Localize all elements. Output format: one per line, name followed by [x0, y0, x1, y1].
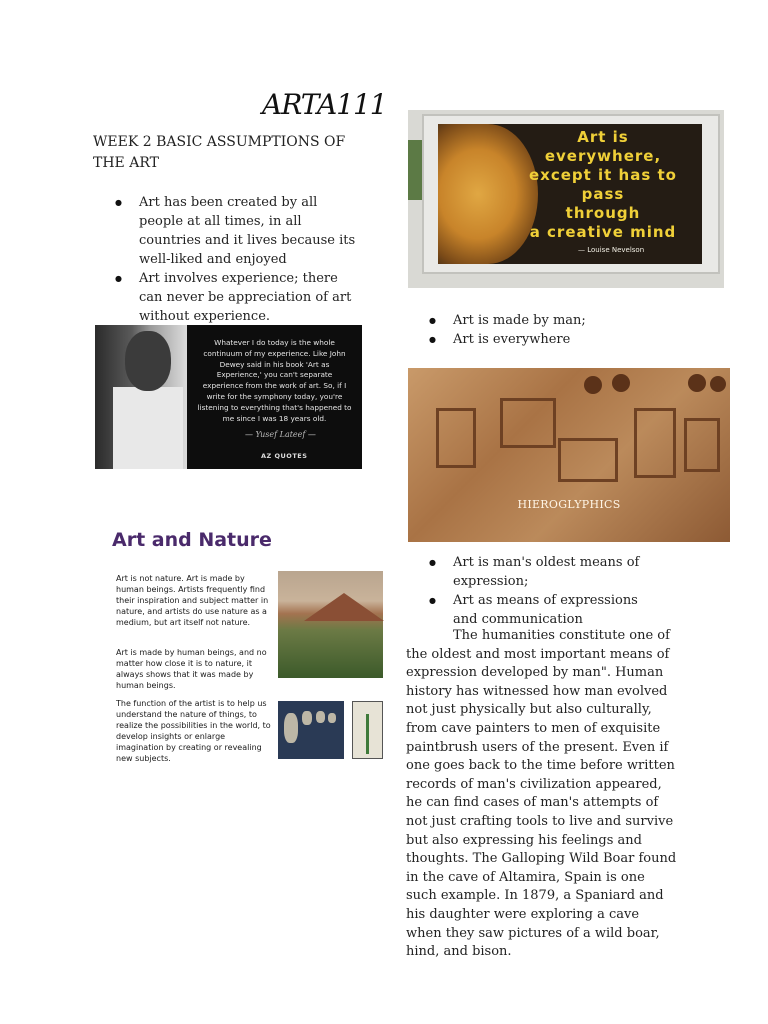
quote-image: [95, 325, 362, 469]
left-bullet-list: [115, 193, 365, 326]
slide-paragraph: The function of the artist is to help us understand the nature of things, to realize the possibilities in the world, to develop insights or enlarge imagination by creating or revealing new subjects.: [116, 699, 271, 763]
portrait-shirt: [113, 387, 183, 469]
stone-tool: [284, 713, 298, 743]
glyph-mark: [436, 408, 476, 468]
slide-heading: Art and Nature: [112, 529, 272, 551]
glyph-dot: [688, 374, 706, 392]
sign-line: everywhere,: [544, 147, 662, 165]
glyph-mark: [500, 398, 556, 448]
art-is-everywhere-image: [408, 110, 724, 288]
glyph-dot: [710, 376, 726, 392]
list-item: ● Art has been created by all people at all times, in all countries and it lives because its well-liked and enjoyed: [115, 193, 365, 269]
slide-paragraph: Art is made by human beings, and no matter how close it is to nature, it always shows that it was made by human beings.: [116, 648, 267, 690]
glyph-dot: [612, 374, 630, 392]
slide-paragraph: Art is not nature. Art is made by human beings. Artists frequently find their inspiration and subject matter in nature, and artists do use nature as a medium, but art itself not nature.: [116, 574, 269, 627]
list-item: ● Art is made by man;: [429, 311, 629, 330]
volcano-landscape-painting: [278, 571, 383, 678]
sign-line: a creative mind: [529, 223, 677, 241]
sign-signature: — Louise Nevelson: [578, 246, 645, 254]
quote-text: Whatever I do today is the whole continuum of my experience. Like John Dewey said in his book 'Art as Experience,' you can't separate experience from the work of art. So, if I write for the symphony today, you're listening to everything that's happened to me since I was 18 years old.: [197, 338, 352, 423]
plant-specimen-photo: [352, 701, 383, 759]
list-item: ● Art is everywhere: [429, 330, 629, 349]
sign-line: pass: [581, 185, 625, 203]
glyph-dot: [584, 376, 602, 394]
document-title: ARTA111: [262, 88, 387, 121]
art-and-nature-slide: [108, 525, 388, 775]
list-item: ● Art as means of expressions and communication: [429, 591, 659, 629]
portrait-photo: [95, 325, 187, 469]
quote-signature: — Yusef Lateef —: [245, 430, 316, 439]
right-bullet-list-2: [429, 553, 659, 629]
glyph-mark: [634, 408, 676, 478]
stone-tools-photo: [278, 701, 344, 759]
list-item: ● Art is man's oldest means of expression;: [429, 553, 659, 591]
stone-tool: [328, 713, 336, 723]
portrait-head: [125, 331, 171, 391]
sign-board: [438, 124, 702, 264]
sign-line: through: [565, 204, 641, 222]
right-bullet-list-1: [429, 311, 629, 349]
list-item: ● Art involves experience; there can never be appreciation of art without experience.: [115, 269, 365, 326]
sign-line: except it has to: [528, 166, 677, 184]
stone-tool: [316, 711, 325, 723]
sign-line: Art is: [577, 128, 629, 146]
plant-stem: [366, 714, 369, 754]
hieroglyphics-image: [408, 368, 730, 542]
stone-tool: [302, 711, 312, 725]
hieroglyphics-caption: HIEROGLYPHICS: [517, 498, 621, 511]
quote-logo: AZ QUOTES: [261, 452, 308, 460]
week-heading: WEEK 2 BASIC ASSUMPTIONS OF THE ART: [93, 134, 346, 171]
glyph-mark: [558, 438, 618, 482]
sign-text: [508, 128, 698, 242]
humanities-paragraph: The humanities constitute one of the oldest and most important means of expression developed by man". Human history has witnessed how man evolved not just physically but also culturally, from cave painters to men of exquisite paintbrush users of the present. Even if one goes back to the time before written records of man's civilization appeared, he can find cases of man's attempts of not just crafting tools to live and survive but also expressing his feelings and thoughts. The Galloping Wild Boar found in the cave of Altamira, Spain is one such example. In 1879, a Spaniard and his daughter were exploring a cave when they saw pictures of a wild boar, hind, and bison.: [406, 628, 677, 960]
mountain-shape: [304, 593, 384, 621]
glyph-mark: [684, 418, 720, 472]
